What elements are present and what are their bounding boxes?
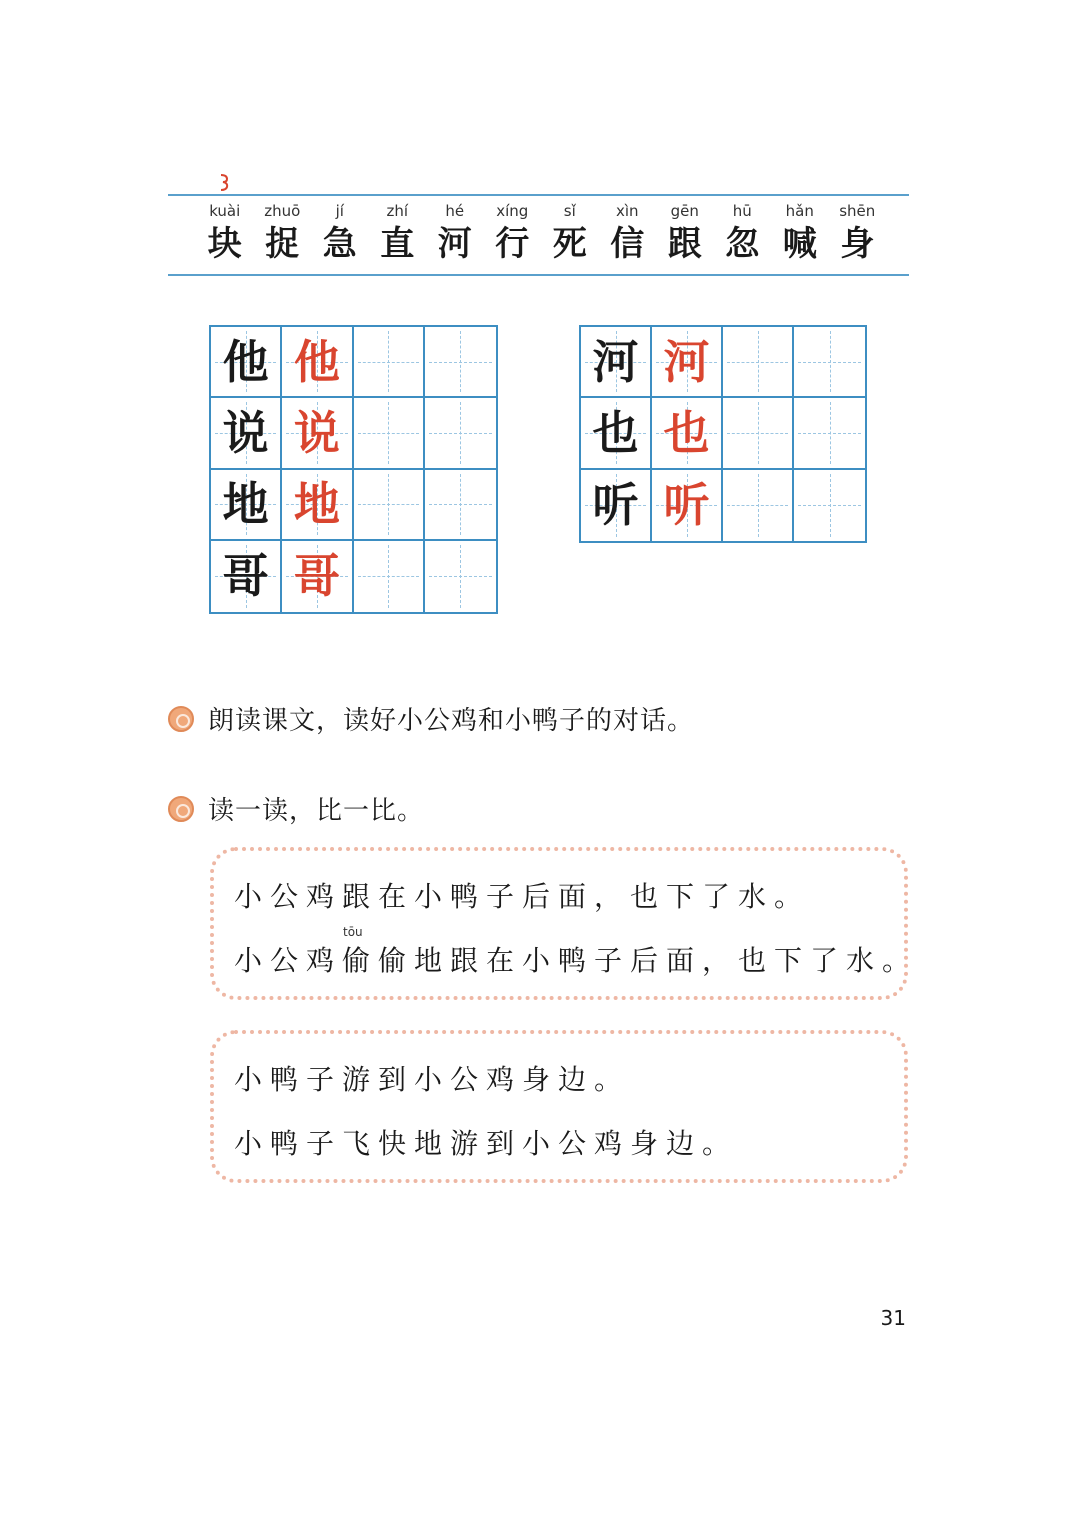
instruction <box>168 790 424 827</box>
sentence: 小鸭子游到小公鸡身边。 <box>234 1063 631 1096</box>
hanzi: 直 <box>380 224 415 264</box>
sentence: 小公鸡跟在小鸭子后面，也下了水。 <box>234 880 811 913</box>
grid-cell-blank[interactable] <box>723 327 794 398</box>
grid-cell-blank[interactable] <box>425 541 496 612</box>
pinyin-annotation: tōu <box>343 925 363 939</box>
pinyin: gēn <box>670 202 699 220</box>
hanzi: 行 <box>495 224 530 264</box>
hanzi: 身 <box>840 224 875 264</box>
writing-grid-left <box>209 325 498 614</box>
vocab-item <box>254 200 312 266</box>
pinyin: hū <box>732 202 752 220</box>
grid-cell <box>211 470 282 541</box>
vocab-item <box>714 200 772 266</box>
writing-grid-right <box>579 325 867 543</box>
grid-cell-blank[interactable] <box>723 398 794 469</box>
trace-char: 河 <box>663 334 710 389</box>
pinyin: shēn <box>839 202 876 220</box>
vocab-item <box>541 200 599 266</box>
grid-cell-blank[interactable] <box>354 541 425 612</box>
model-char: 他 <box>222 334 269 389</box>
compare-box <box>210 847 919 1000</box>
pinyin: jí <box>335 202 344 220</box>
instruction <box>168 700 694 737</box>
trace-char: 说 <box>293 405 340 460</box>
bullet-badge-icon <box>168 706 194 732</box>
vocab-item <box>771 200 829 266</box>
grid-cell-blank[interactable] <box>723 470 794 541</box>
hanzi: 急 <box>322 224 357 264</box>
grid-cell-blank[interactable] <box>425 327 496 398</box>
model-char: 哥 <box>222 549 269 604</box>
grid-cell <box>211 327 282 398</box>
pinyin: xìn <box>615 202 639 220</box>
sentence: 小鸭子飞快地游到小公鸡身边。 <box>234 1127 739 1160</box>
model-char: 听 <box>592 478 639 533</box>
trace-char: 哥 <box>293 549 340 604</box>
grid-cell <box>652 327 723 398</box>
page-number: 31 <box>880 1306 906 1330</box>
trace-char: 他 <box>293 334 340 389</box>
model-char: 说 <box>222 405 269 460</box>
hanzi: 捉 <box>265 224 300 264</box>
trace-char: 听 <box>663 478 710 533</box>
bottom-rule <box>168 274 909 276</box>
vocab-item <box>599 200 657 266</box>
hanzi: 忽 <box>725 224 760 264</box>
grid-cell <box>581 398 652 469</box>
instruction-text: 朗读课文，读好小公鸡和小鸭子的对话。 <box>208 706 695 736</box>
grid-cell <box>211 541 282 612</box>
instruction-text: 读一读，比一比。 <box>208 796 425 826</box>
grid-cell <box>211 398 282 469</box>
hanzi: 死 <box>552 224 587 264</box>
grid-cell <box>282 398 353 469</box>
trace-char: 地 <box>293 477 340 532</box>
vocab-item <box>656 200 714 266</box>
model-char: 河 <box>592 334 639 389</box>
hanzi: 喊 <box>782 224 817 264</box>
vocab-item <box>829 200 887 266</box>
grid-cell-blank[interactable] <box>354 327 425 398</box>
hanzi: 块 <box>207 224 242 264</box>
grid-cell-blank[interactable] <box>794 327 865 398</box>
vocab-item <box>484 200 542 266</box>
grid-cell-blank[interactable] <box>425 470 496 541</box>
pinyin: zhí <box>386 202 409 220</box>
hanzi: 河 <box>437 224 472 264</box>
pinyin: sǐ <box>563 202 576 220</box>
vocab-item <box>311 200 369 266</box>
grid-cell-blank[interactable] <box>425 398 496 469</box>
vocab-item <box>426 200 484 266</box>
sentence: 小公鸡偷偷地跟在小鸭子后面，也下了水。 <box>234 944 919 977</box>
trace-char: 也 <box>663 405 710 460</box>
grid-cell-blank[interactable] <box>794 470 865 541</box>
grid-cell <box>652 398 723 469</box>
vocab-item <box>196 200 254 266</box>
model-char: 地 <box>222 477 269 532</box>
grid-cell <box>652 470 723 541</box>
grid-cell <box>282 470 353 541</box>
bullet-badge-icon <box>168 796 194 822</box>
grid-cell <box>581 470 652 541</box>
model-char: 也 <box>592 405 639 460</box>
marker-icon <box>218 172 232 192</box>
compare-box <box>210 1030 908 1183</box>
grid-cell <box>282 541 353 612</box>
hanzi: 信 <box>610 224 645 264</box>
grid-cell-blank[interactable] <box>354 398 425 469</box>
grid-cell <box>282 327 353 398</box>
pinyin: hé <box>445 202 465 220</box>
pinyin: zhuō <box>264 202 301 220</box>
top-rule <box>168 194 909 196</box>
pinyin: kuài <box>209 202 241 220</box>
grid-cell <box>581 327 652 398</box>
pinyin: hǎn <box>785 202 814 220</box>
hanzi: 跟 <box>667 224 702 264</box>
grid-cell-blank[interactable] <box>354 470 425 541</box>
grid-cell-blank[interactable] <box>794 398 865 469</box>
vocab-item <box>369 200 427 266</box>
pinyin: xíng <box>496 202 529 220</box>
vocab-row <box>196 200 896 266</box>
